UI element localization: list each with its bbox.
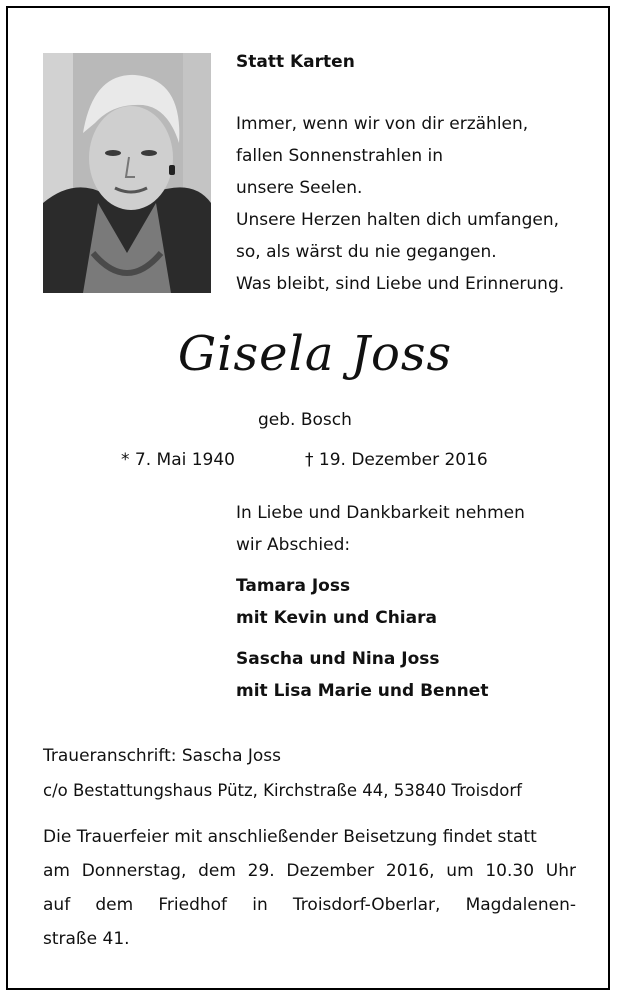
birth-date: * 7. Mai 1940 <box>121 450 236 470</box>
maiden-name: geb. Bosch <box>258 410 352 430</box>
poem-line: unsere Seelen. <box>236 178 363 198</box>
mourner-line: Tamara Joss <box>236 576 351 596</box>
poem-line: fallen Sonnenstrahlen in <box>236 146 444 166</box>
poem-line: so, als wärst du nie gegangen. <box>236 242 497 262</box>
deceased-name: Gisela Joss <box>177 326 453 382</box>
mourner-line: mit Lisa Marie und Bennet <box>236 681 489 701</box>
farewell-line: wir Abschied: <box>236 535 351 555</box>
poem-line: Immer, wenn wir von dir erzählen, <box>236 114 529 134</box>
ceremony-line: auf dem Friedhof in Troisdorf-Oberlar, Magdalenen- <box>43 895 576 915</box>
death-date: † 19. Dezember 2016 <box>305 450 488 470</box>
poem-line: Unsere Herzen halten dich umfangen, <box>236 210 559 230</box>
ceremony-line: am Donnerstag, dem 29. Dezember 2016, um 10.30 Uhr <box>43 861 576 881</box>
portrait-photo <box>43 53 211 293</box>
address-line: Traueranschrift: Sascha Joss <box>43 746 282 766</box>
mourner-line: mit Kevin und Chiara <box>236 608 437 628</box>
poem-line: Was bleibt, sind Liebe und Erinnerung. <box>236 274 565 294</box>
mourner-line: Sascha und Nina Joss <box>236 649 440 669</box>
ceremony-line: straße 41. <box>43 929 130 949</box>
ceremony-line: Die Trauerfeier mit anschließender Beisetzung findet statt <box>43 827 537 847</box>
farewell-line: In Liebe und Dankbarkeit nehmen <box>236 503 525 523</box>
heading-statt-karten: Statt Karten <box>236 52 355 72</box>
address-line: c/o Bestattungshaus Pütz, Kirchstraße 44, 53840 Troisdorf <box>43 781 522 800</box>
